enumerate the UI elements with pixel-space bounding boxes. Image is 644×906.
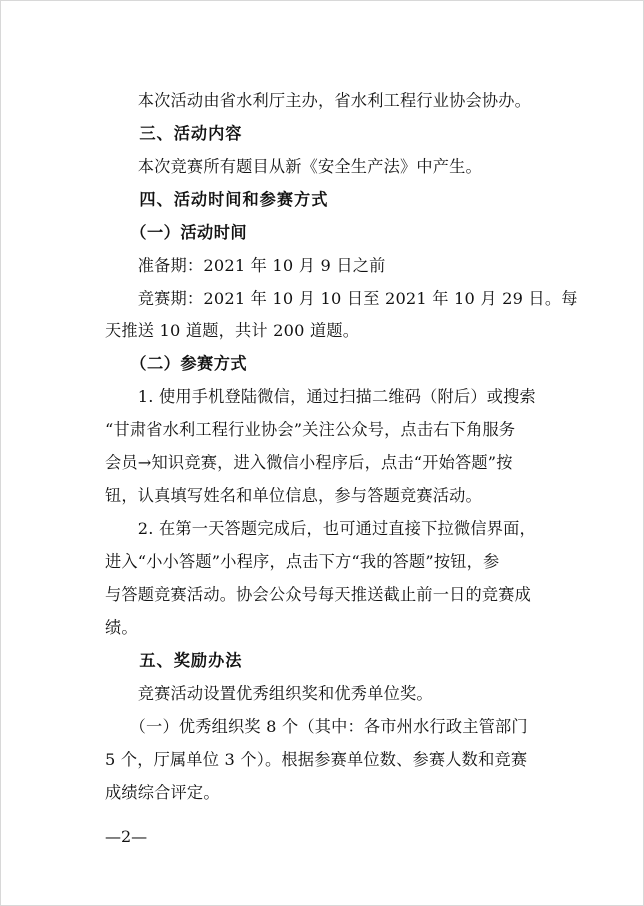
paragraph-method-2-line4: 绩。 (105, 618, 138, 637)
paragraph-competition-period-line1: 竞赛期：2021 年 10 月 10 日至 2021 年 10 月 29 日。每 (105, 289, 578, 308)
paragraph-method-1-line4: 钮，认真填写姓名和单位信息，参与答题竞赛活动。 (105, 486, 482, 505)
paragraph-method-1-line3: 会员→知识竞赛，进入微信小程序后，点击“开始答题”按 (105, 453, 513, 472)
paragraph-organization-award-line2: 5 个，厅属单位 3 个）。根据参赛单位数、参赛人数和竞赛 (105, 750, 528, 769)
heading-reward-method: 五、奖励办法 (105, 651, 243, 670)
paragraph-organization-award-line3: 成绩综合评定。 (105, 783, 220, 802)
paragraph-method-2-line3: 与答题竞赛活动。协会公众号每天推送截止前一日的竞赛成 (105, 585, 532, 604)
page-number: —2— (105, 827, 148, 846)
paragraph-organization-award-line1: （一）优秀组织奖 8 个（其中：各市州水行政主管部门 (105, 717, 528, 736)
subheading-participation-method: （二）参赛方式 (105, 354, 248, 373)
paragraph-method-2-line1: 2. 在第一天答题完成后，也可通过直接下拉微信界面， (105, 519, 536, 538)
paragraph-method-2-line2: 进入“小小答题”小程序，点击下方“我的答题”按钮，参 (105, 552, 500, 571)
subheading-activity-time: （一）活动时间 (105, 223, 248, 242)
paragraph-award-categories: 竞赛活动设置优秀组织奖和优秀单位奖。 (105, 684, 433, 703)
paragraph-question-source: 本次竞赛所有题目从新《安全生产法》中产生。 (105, 157, 482, 176)
paragraph-method-1-line1: 1. 使用手机登陆微信，通过扫描二维码（附后）或搜索 (105, 387, 536, 406)
paragraph-competition-period-line2: 天推送 10 道题，共计 200 道题。 (105, 321, 360, 340)
heading-time-and-method: 四、活动时间和参赛方式 (105, 190, 329, 209)
paragraph-method-1-line2: “甘肃省水利工程行业协会”关注公众号，点击右下角服务 (105, 420, 516, 439)
heading-activity-content: 三、活动内容 (105, 124, 243, 143)
paragraph-organizers: 本次活动由省水利厅主办，省水利工程行业协会协办。 (105, 91, 532, 110)
paragraph-preparation-period: 准备期：2021 年 10 月 9 日之前 (105, 256, 386, 275)
